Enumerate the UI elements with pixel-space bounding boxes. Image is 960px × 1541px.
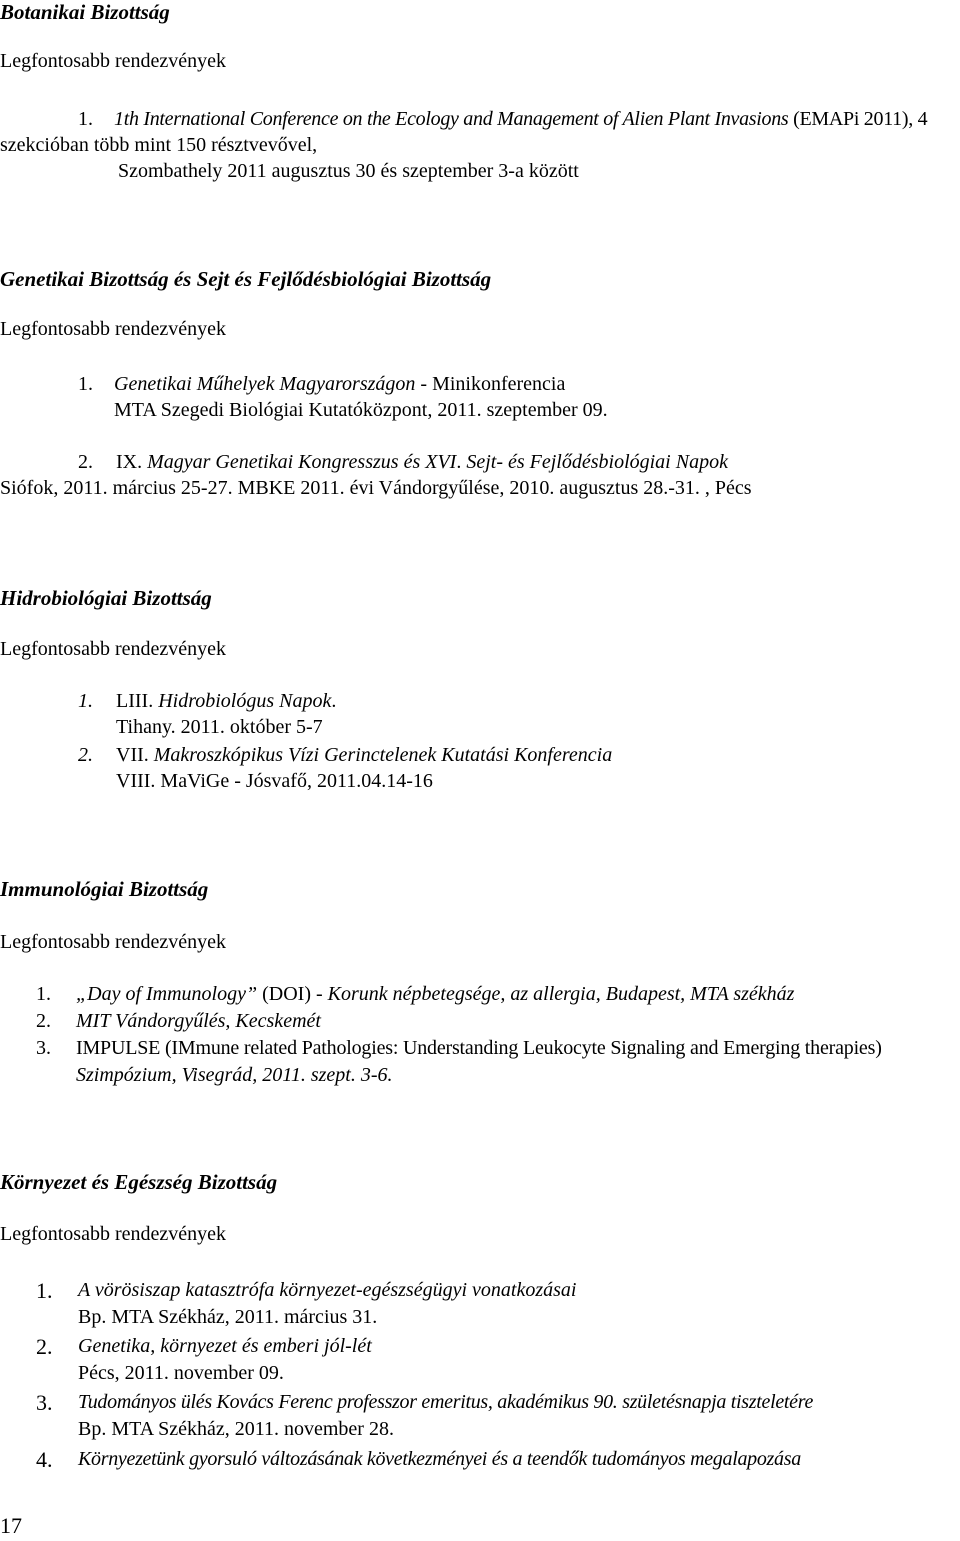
list-number: 1. xyxy=(36,1278,53,1303)
section-subtitle-immunologiai: Legfontosabb rendezvények xyxy=(0,931,227,953)
event-title: Hidrobiológus Napok xyxy=(158,690,332,712)
event-title: Genetikai Műhelyek Magyarországon xyxy=(114,373,416,395)
event-title: Tudományos ülés Kovács Ferenc professzor emeritus, akadémikus 90. születésnapja tiszteletére xyxy=(78,1391,814,1413)
event-title: Makroszkópikus Vízi Gerinctelenek Kutatási Konferencia xyxy=(153,744,613,766)
event-line: Siófok, 2011. március 25-27. MBKE 2011. évi Vándorgyűlése, 2010. augusztus 28.-31. , Pécs xyxy=(0,477,752,499)
list-number: 2. xyxy=(78,744,93,766)
event-title: Magyar Genetikai Kongresszus és XVI xyxy=(142,451,457,473)
event-line: Bp. MTA Székház, 2011. november 28. xyxy=(78,1418,394,1440)
list-number: 3. xyxy=(36,1037,51,1059)
event-line: Szombathely 2011 augusztus 30 és szeptember 3-a között xyxy=(118,160,579,182)
event-detail: Korunk népbetegsége, az allergia, Budapest, MTA székház xyxy=(327,983,795,1005)
event-line: szekcióban több mint 150 résztvevővel, xyxy=(0,134,318,156)
list-number: 4. xyxy=(36,1447,53,1472)
section-title-immunologiai: Immunológiai Bizottság xyxy=(0,877,209,901)
event-detail: (EMAPi 2011), 4 xyxy=(788,108,928,130)
event-prefix: LIII. xyxy=(116,690,159,712)
list-number: 2. xyxy=(36,1334,53,1359)
event-line: Bp. MTA Székház, 2011. március 31. xyxy=(78,1306,378,1328)
section-subtitle-botanikai: Legfontosabb rendezvények xyxy=(0,50,227,72)
list-number: 2. xyxy=(36,1010,51,1032)
list-number: 1. xyxy=(78,373,93,395)
list-number: 1. xyxy=(78,108,93,130)
event-title: Környezetünk gyorsuló változásának következményei és a teendők tudományos megalapozása xyxy=(78,1448,801,1470)
section-title-kornyezet: Környezet és Egészség Bizottság xyxy=(0,1170,278,1194)
event-line: MTA Szegedi Biológiai Kutatóközpont, 2011. szeptember 09. xyxy=(114,399,608,421)
event-line: VIII. MaViGe - Jósvafő, 2011.04.14-16 xyxy=(116,770,433,792)
event-title: „Day of Immunology” xyxy=(76,983,258,1005)
section-title-hidrobiologiai: Hidrobiológiai Bizottság xyxy=(0,586,212,610)
event-title: MIT Vándorgyűlés, Kecskemét xyxy=(76,1010,321,1032)
event-title: Sejt- és Fejlődésbiológiai Napok xyxy=(466,451,728,473)
section-subtitle-genetikai: Legfontosabb rendezvények xyxy=(0,318,227,340)
page-number: 17 xyxy=(0,1513,22,1538)
section-title-genetikai: Genetikai Bizottság és Sejt és Fejlődésbiológiai Bizottság xyxy=(0,267,492,291)
event-title: 1th International Conference on the Ecology and Management of Alien Plant Invasions xyxy=(114,108,789,130)
section-subtitle-hidrobiologiai: Legfontosabb rendezvények xyxy=(0,638,227,660)
list-number: 2. xyxy=(78,451,93,473)
section-subtitle-kornyezet: Legfontosabb rendezvények xyxy=(0,1223,227,1245)
event-detail: - Minikonferencia xyxy=(415,373,566,395)
event-prefix: VII. xyxy=(116,744,154,766)
event-prefix: IX. xyxy=(116,451,143,473)
list-number: 1. xyxy=(36,983,51,1005)
event-line: Tihany. 2011. október 5-7 xyxy=(116,716,323,738)
list-number: 1. xyxy=(78,690,93,712)
section-title-botanikai: Botanikai Bizottság xyxy=(0,0,170,24)
event-title: IMPULSE (IMmune related Pathologies: Understanding Leukocyte Signaling and Emerging therapies) xyxy=(76,1037,882,1059)
event-title: Genetika, környezet és emberi jól-lét xyxy=(78,1335,372,1357)
event-line: Pécs, 2011. november 09. xyxy=(78,1362,284,1384)
list-number: 3. xyxy=(36,1390,53,1415)
event-title: A vörösiszap katasztrófa környezet-egészségügyi vonatkozásai xyxy=(78,1279,577,1301)
event-line: Szimpózium, Visegrád, 2011. szept. 3-6. xyxy=(76,1064,393,1086)
